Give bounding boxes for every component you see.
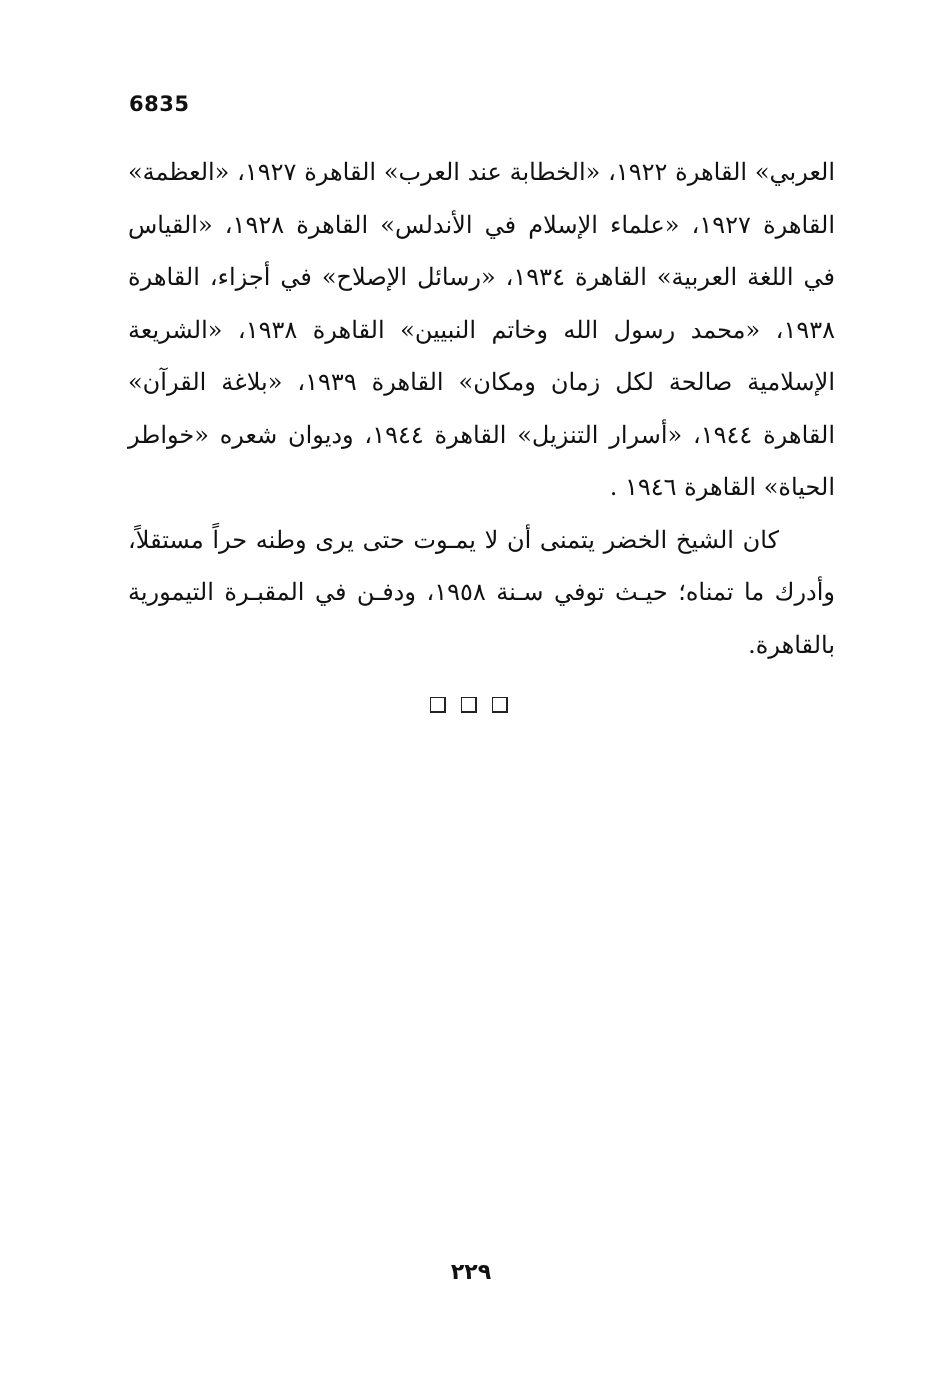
square-ornament-icon: [461, 697, 477, 713]
paragraph-biography: كان الشيخ الخضر يتمنى أن لا يمـوت حتى يرى وطنه حراً مستقلاً، وأدرك ما تمناه؛ حيـث توفي سـنة ١٩٥٨، ودفـن في المقبـرة التيمورية بالقاهرة.: [128, 525, 835, 659]
page-number: ٢٢٩: [450, 1260, 492, 1285]
square-ornament-icon: [430, 697, 446, 713]
page-id-label: 6835: [129, 92, 190, 116]
body-text: [128, 146, 835, 671]
section-divider: [430, 697, 508, 713]
paragraph-bibliography: العربي» القاهرة ١٩٢٢، «الخطابة عند العرب» القاهرة ١٩٢٧، «العظمة» القاهرة ١٩٢٧، «علماء الإسلام في الأندلس» القاهرة ١٩٢٨، «القياس في اللغة العربية» القاهرة ١٩٣٤، «رسائل الإصلاح» في أجزاء، القاهرة ١٩٣٨، «محمد رسول الله وخاتم النبيين» القاهرة ١٩٣٨، «الشريعة الإسلامية صالحة لكل زمان ومكان» القاهرة ١٩٣٩، «بلاغة القرآن» القاهرة ١٩٤٤، «أسرار التنزيل» القاهرة ١٩٤٤، وديوان شعره «خواطر الحياة» القاهرة ١٩٤٦ .: [128, 158, 836, 501]
square-ornament-icon: [492, 697, 508, 713]
